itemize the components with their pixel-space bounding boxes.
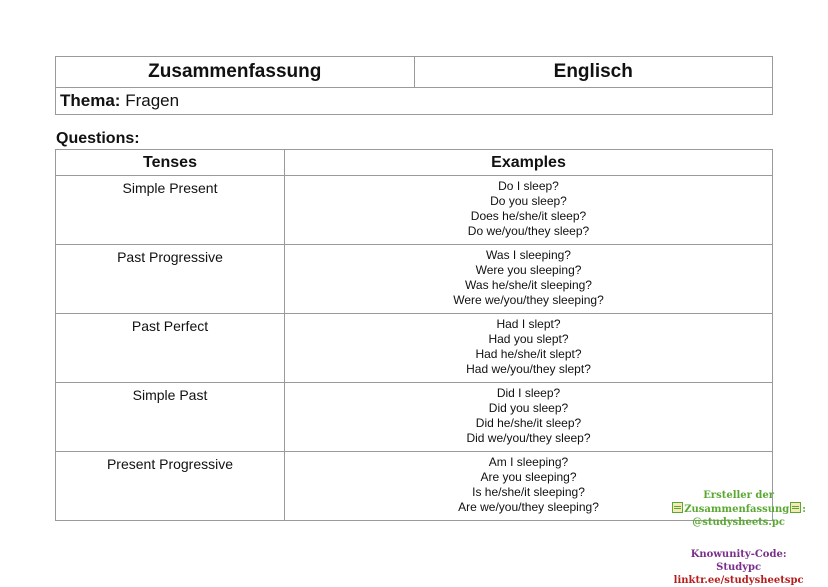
example-line: Do I sleep? [498, 179, 559, 193]
table-row [56, 452, 773, 521]
credit-line-1: Ersteller der [703, 490, 775, 501]
column-header-tenses: Tenses [56, 150, 285, 176]
credit-line-2-suffix: : [802, 504, 806, 515]
linktree-link[interactable]: linktr.ee/studysheetspc [673, 575, 804, 586]
topic-label: Thema: [60, 91, 121, 110]
example-line: Is he/she/it sleeping? [472, 485, 585, 499]
knowunity-code-label: Knowunity-Code: [690, 549, 787, 560]
examples-cell [285, 383, 773, 452]
example-line: Are we/you/they sleeping? [458, 500, 599, 514]
example-line: Were you sleeping? [475, 263, 582, 277]
tense-cell: Simple Past [56, 383, 285, 452]
tense-cell: Simple Present [56, 176, 285, 245]
example-line: Are you sleeping? [480, 470, 577, 484]
example-line: Had you slept? [488, 332, 569, 346]
table-row [56, 383, 773, 452]
example-line: Was I sleeping? [486, 248, 571, 262]
header-table [55, 56, 773, 115]
examples-cell [285, 176, 773, 245]
knowunity-code-value: Studypc [716, 562, 762, 573]
examples-cell [285, 314, 773, 383]
example-line: Had he/she/it slept? [475, 347, 582, 361]
table-row [56, 245, 773, 314]
example-line: Does he/she/it sleep? [470, 209, 587, 223]
table-header-row [56, 150, 773, 176]
example-line: Am I sleeping? [488, 455, 569, 469]
example-line: Did he/she/it sleep? [475, 416, 582, 430]
summary-title: Zusammenfassung [56, 57, 415, 88]
tense-cell: Present Progressive [56, 452, 285, 521]
memo-icon [790, 502, 801, 513]
examples-cell [285, 245, 773, 314]
example-line: Had we/you/they slept? [466, 362, 591, 376]
example-line: Were we/you/they sleeping? [453, 293, 604, 307]
example-line: Did I sleep? [496, 386, 561, 400]
example-line: Do you sleep? [490, 194, 567, 208]
credit-handle: @studysheets.pc [692, 517, 785, 528]
example-line: Was he/she/it sleeping? [465, 278, 592, 292]
subject-title: Englisch [414, 57, 773, 88]
section-heading: Questions: [56, 130, 140, 147]
topic-row [56, 88, 773, 115]
table-row [56, 176, 773, 245]
credit-line-2-text: Zusammenfassung [684, 504, 790, 515]
topic-value: Fragen [120, 91, 180, 110]
author-credit [671, 489, 806, 587]
tense-cell: Past Progressive [56, 245, 285, 314]
example-line: Do we/you/they sleep? [467, 224, 590, 238]
column-header-examples: Examples [285, 150, 773, 176]
table-row [56, 314, 773, 383]
tense-cell: Past Perfect [56, 314, 285, 383]
memo-icon [672, 502, 683, 513]
credit-line-2 [671, 502, 806, 516]
example-line: Had I slept? [496, 317, 561, 331]
example-line: Did you sleep? [488, 401, 569, 415]
questions-table [55, 149, 773, 521]
example-line: Did we/you/they sleep? [466, 431, 591, 445]
